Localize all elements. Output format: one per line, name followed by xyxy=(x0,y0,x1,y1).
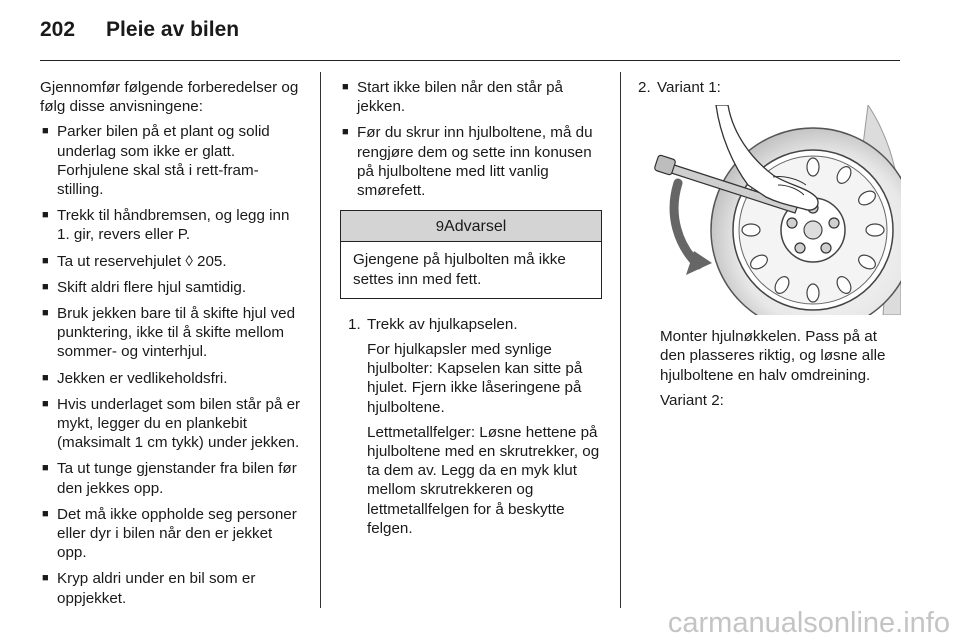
step-text: Variant 1: xyxy=(657,79,721,96)
list-item: ■ Trekk til håndbremsen, og legg inn 1. gir, revers eller P. xyxy=(40,206,302,244)
list-item: ■ Før du skrur inn hjulboltene, må du rengjøre dem og sette inn konusen på hjulboltene med litt vanlig smørefett. xyxy=(340,123,602,200)
list-item: ■ Ta ut tunge gjenstander fra bilen før den jekkes opp. xyxy=(40,459,302,497)
page-title: Pleie av bilen xyxy=(106,18,240,41)
warning-box xyxy=(340,210,602,299)
list-item: ■ Parker bilen på et plant og solid underlag som ikke er glatt. Forhjulene skal stå i rett-fram-stilling. xyxy=(40,122,302,199)
step-paragraph: Variant 2: xyxy=(660,391,724,409)
step-2-details xyxy=(638,327,904,410)
column-1 xyxy=(40,78,302,615)
list-item: ■ Kryp aldri under en bil som er oppjekket. xyxy=(40,569,302,607)
warning-header xyxy=(341,211,601,242)
list-item: ■ Jekken er vedlikeholdsfri. xyxy=(40,369,302,388)
step-1 xyxy=(340,315,602,334)
list-item: ■ Start ikke bilen når den står på jekken. xyxy=(340,78,602,116)
step-number: 2. xyxy=(638,79,651,96)
page-header xyxy=(40,18,239,48)
page-number: 202 xyxy=(40,18,76,41)
column-2 xyxy=(340,78,602,544)
list-item: ■ Ta ut reservehjulet ◊ 205. xyxy=(40,252,302,271)
column-3 xyxy=(638,78,904,416)
list-item: ■ Skift aldri flere hjul samtidig. xyxy=(40,278,302,297)
column-divider-2 xyxy=(620,72,621,608)
list-item: ■ Bruk jekken bare til å skifte hjul ved punktering, ikke til å skifte mellom sommer- og vinterhjul. xyxy=(40,304,302,362)
step-paragraph: Monter hjulnøkkelen. Pass på at den plasseres riktig, og løsne alle hjulboltene en halv omdreining. xyxy=(660,328,886,384)
column-divider-1 xyxy=(320,72,321,608)
warning-text: Gjengene på hjulbolten må ikke settes inn med fett. xyxy=(353,251,566,288)
list-item: ■ Hvis underlaget som bilen står på er mykt, legger du en plankebit (maksimalt 1 cm tykk) under jekken. xyxy=(40,395,302,453)
bullet-list-1 xyxy=(40,122,302,607)
intro-text: Gjennomfør følgende forberedelser og følg disse anvisningene: xyxy=(40,79,299,116)
step-text: Trekk av hjulkapselen. xyxy=(367,315,518,333)
watermark: carmanualsonline.info xyxy=(667,607,950,639)
header-rule xyxy=(40,60,900,61)
wheel-illustration-icon xyxy=(638,105,901,315)
wheel-wrench-illustration xyxy=(638,105,901,315)
step-paragraph: Lettmetallfelger: Løsne hettene på hjulboltene med en skrutrekker, og ta dem av. Legg da en myk klut mellom skrutrekkeren og lettmetallfelgen for å beskytte felgen. xyxy=(367,423,600,537)
warning-icon: 9 xyxy=(435,218,445,236)
list-item: ■ Det må ikke oppholde seg personer eller dyr i bilen når den er jekket opp. xyxy=(40,505,302,563)
step-paragraph: For hjulkapsler med synlige hjulbolter: Kapselen kan sitte på hjulet. Fjern ikke låseringene på hjulboltene. xyxy=(367,341,583,416)
step-2 xyxy=(638,78,904,97)
step-1-details xyxy=(340,340,602,538)
step-number: 1. xyxy=(348,315,361,333)
warning-title: Advarsel xyxy=(444,218,507,236)
bullet-list-2 xyxy=(340,78,602,200)
